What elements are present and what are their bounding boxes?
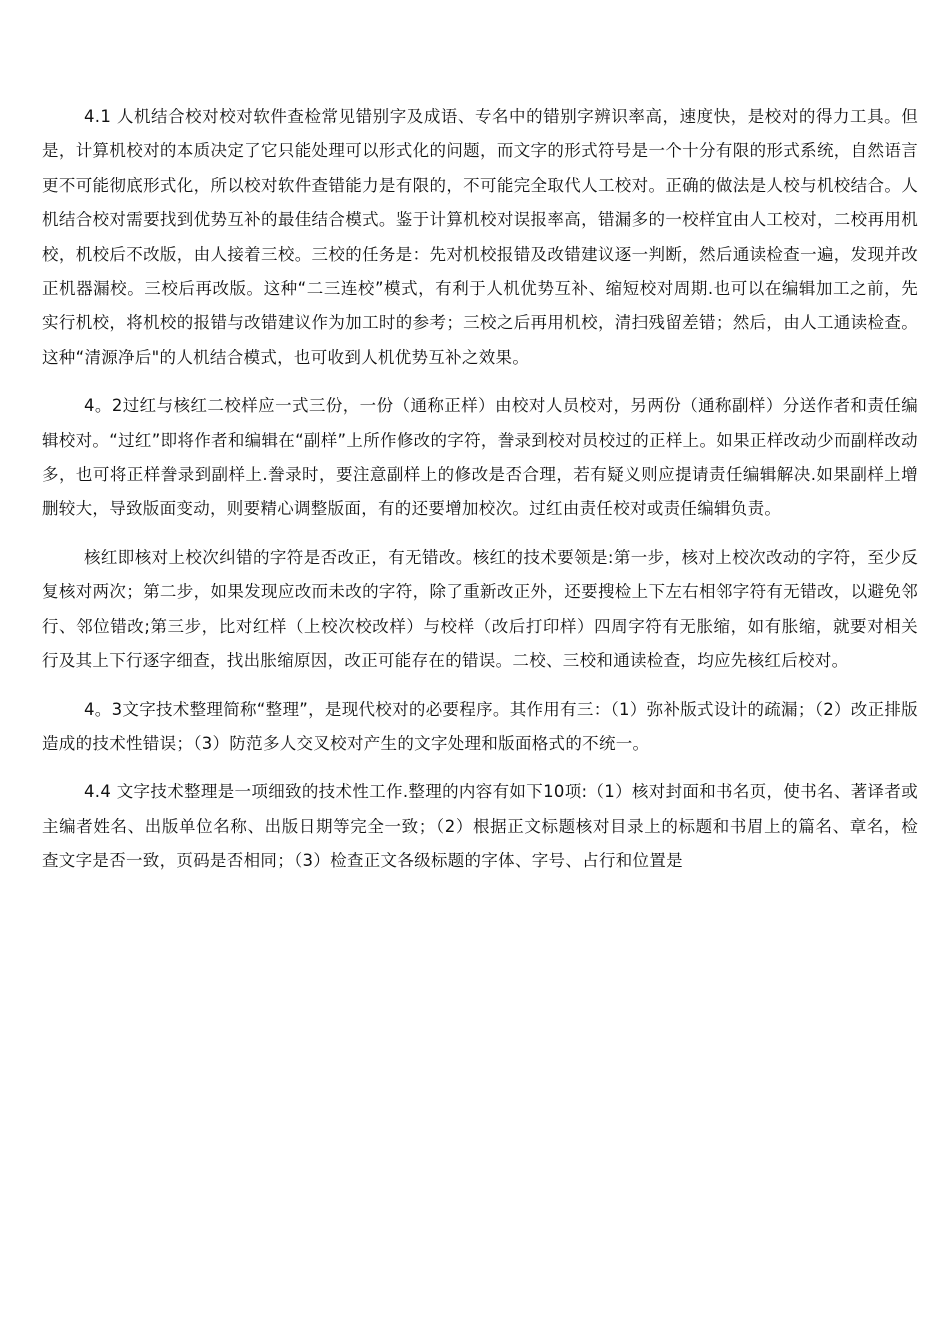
document-body <box>42 100 918 879</box>
paragraph-4-1: 4.1 人机结合校对校对软件查检常见错别字及成语、专名中的错别字辨识率高，速度快，是校对的得力工具。但是，计算机校对的本质决定了它只能处理可以形式化的问题，而文字的形式符号是一个十分有限的形式系统，自然语言更不可能彻底形式化，所以校对软件查错能力是有限的，不可能完全取代人工校对。正确的做法是人校与机校结合。人机结合校对需要找到优势互补的最佳结合模式。鉴于计算机校对误报率高，错漏多的一校样宜由人工校对，二校再用机校，机校后不改版，由人接着三校。三校的任务是：先对机校报错及改错建议逐一判断，然后通读检查一遍，发现并改正机器漏校。三校后再改版。这种“二三连校”模式，有利于人机优势互补、缩短校对周期.也可以在编辑加工之前，先实行机校，将机校的报错与改错建议作为加工时的参考；三校之后再用机校，清扫残留差错；然后，由人工通读检查。这种“清源净后"的人机结合模式，也可收到人机优势互补之效果。 <box>42 107 918 367</box>
paragraph-4-4: 4.4 文字技术整理是一项细致的技术性工作.整理的内容有如下10项:（1）核对封面和书名页，使书名、著译者或主编者姓名、出版单位名称、出版日期等完全一致；（2）根据正文标题核对目录上的标题和书眉上的篇名、章名，检查文字是否一致，页码是否相同；（3）检查正文各级标题的字体、字号、占行和位置是 <box>42 782 918 871</box>
paragraph-4-2: 4。2过红与核红二校样应一式三份，一份（通称正样）由校对人员校对，另两份（通称副样）分送作者和责任编辑校对。“过红”即将作者和编辑在“副样”上所作修改的字符，誊录到校对员校过的正样上。如果正样改动少而副样改动多，也可将正样誊录到副样上.誊录时，要注意副样上的修改是否合理，若有疑义则应提请责任编辑解决.如果副样上增删较大，导致版面变动，则要精心调整版面，有的还要增加校次。过红由责任校对或责任编辑负责。 <box>42 396 918 519</box>
paragraph-4-3: 4。3文字技术整理简称“整理”，是现代校对的必要程序。其作用有三：（1）弥补版式设计的疏漏；（2）改正排版造成的技术性错误；（3）防范多人交叉校对产生的文字处理和版面格式的不统一。 <box>42 699 918 753</box>
paragraph-check-red: 核红即核对上校次纠错的字符是否改正，有无错改。核红的技术要领是:第一步，核对上校次改动的字符，至少反复核对两次；第二步，如果发现应改而未改的字符，除了重新改正外，还要搜检上下左右相邻字符有无错改，以避免邻行、邻位错改;第三步，比对红样（上校次校改样）与校样（改后打印样）四周字符有无胀缩，如有胀缩，就要对相关行及其上下行逐字细查，找出胀缩原因，改正可能存在的错误。二校、三校和通读检查，均应先核红后校对。 <box>42 547 918 671</box>
